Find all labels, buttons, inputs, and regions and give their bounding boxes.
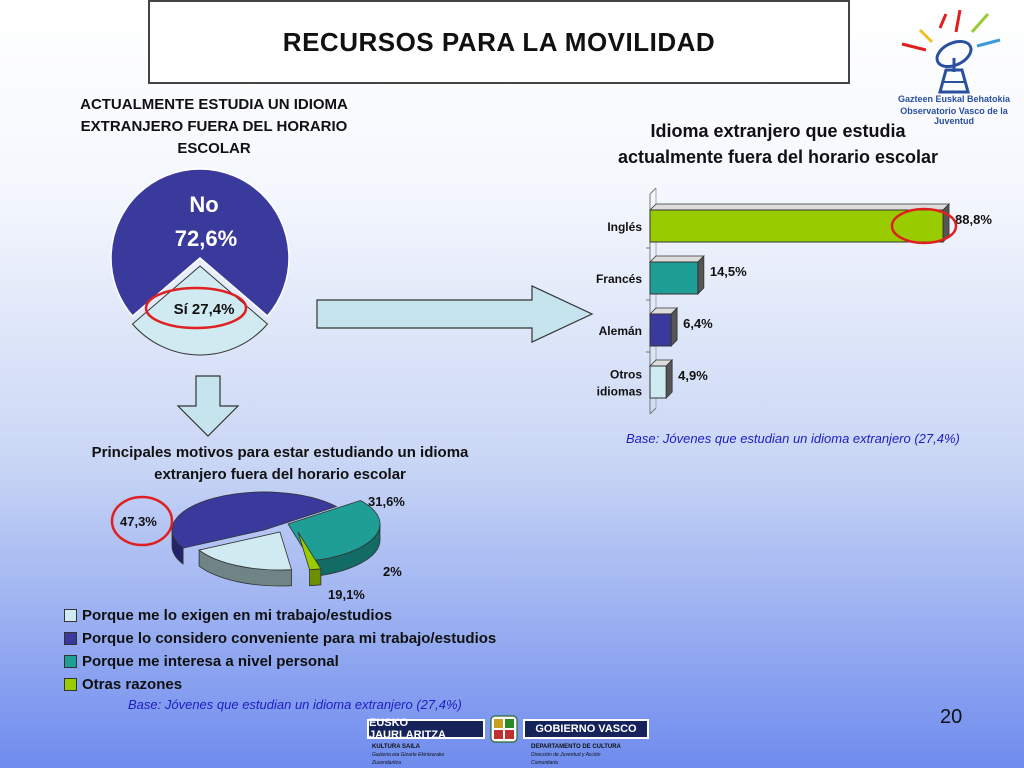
pie-chart-reasons bbox=[100, 488, 440, 606]
bar-axis-top bbox=[650, 188, 656, 194]
bar-category-label-0-0: Inglés bbox=[607, 220, 642, 234]
bar-chart-languages bbox=[560, 186, 1000, 430]
bar-3 bbox=[650, 366, 666, 398]
bar-value-label-0: 88,8% bbox=[955, 212, 992, 227]
pie1-title: ACTUALMENTE ESTUDIA UN IDIOMA EXTRANJERO FUERA DEL HORARIO ESCOLAR bbox=[80, 96, 348, 157]
footer-banner-right bbox=[523, 719, 649, 739]
legend-item-convenient bbox=[64, 627, 496, 650]
legend-item-other bbox=[64, 673, 496, 696]
bar-1 bbox=[650, 262, 698, 294]
footer-banner-right-text: GOBIERNO VASCO bbox=[535, 723, 637, 735]
bar-top-0 bbox=[650, 204, 949, 210]
footer-left-dept-name: KULTURA SAILA bbox=[372, 744, 420, 750]
pie2-label-1: 47,3% bbox=[120, 514, 157, 529]
pie1-label-no-value: 72,6% bbox=[174, 226, 238, 251]
footer-government bbox=[0, 712, 1024, 768]
bar-category-label-2-0: Alemán bbox=[598, 324, 642, 338]
bar-2 bbox=[650, 314, 671, 346]
bar-side-3 bbox=[666, 360, 672, 398]
legend-item-required bbox=[64, 604, 496, 627]
bar-axis-base bbox=[650, 408, 656, 414]
legend-item-personal bbox=[64, 650, 496, 673]
legend-swatch bbox=[64, 678, 77, 691]
legend-swatch bbox=[64, 632, 77, 645]
footer-left-dept bbox=[372, 743, 444, 767]
footer-right-dept bbox=[531, 743, 621, 767]
slide-title-box bbox=[148, 0, 850, 84]
pie-chart-studies-language bbox=[100, 164, 310, 360]
footer-left-sub1: Gazteria eta Gizarte Ekintzarako bbox=[372, 752, 445, 758]
reasons-base-note: Base: Jóvenes que estudian un idioma extranjero (27,4%) bbox=[128, 697, 462, 712]
footer-left-sub2: Zuzendaritza bbox=[372, 760, 401, 766]
legend-label: Porque me interesa a nivel personal bbox=[82, 653, 339, 670]
logo-line-2: Observatorio Vasco de la Juventud bbox=[900, 106, 1008, 126]
slide-title: RECURSOS PARA LA MOVILIDAD bbox=[282, 26, 716, 57]
legend-label: Porque me lo exigen en mi trabajo/estudios bbox=[82, 607, 393, 624]
pie1-label-si: Sí 27,4% bbox=[173, 301, 235, 318]
logo-line-1: Gazteen Euskal Behatokia bbox=[897, 94, 1011, 104]
footer-right-sub2: Comunitaria bbox=[531, 760, 558, 766]
coat-of-arms-icon bbox=[488, 712, 520, 748]
legend-label: Otras razones bbox=[82, 676, 183, 693]
bar-top-1 bbox=[650, 256, 704, 262]
legend-swatch bbox=[64, 609, 77, 622]
bar-category-label-1-0: Francés bbox=[595, 272, 642, 286]
pie2-label-2: 31,6% bbox=[368, 494, 405, 509]
pie2-label-3: 2% bbox=[383, 564, 402, 579]
arrow-right-icon bbox=[316, 284, 596, 344]
reasons-legend bbox=[64, 604, 496, 696]
bar-category-label-3-1: idiomas bbox=[596, 384, 642, 399]
bar-side-2 bbox=[671, 308, 677, 346]
arrow-down-icon bbox=[176, 374, 240, 438]
legend-swatch bbox=[64, 655, 77, 668]
bar-chart-base-note: Base: Jóvenes que estudian un idioma extranjero (27,4%) bbox=[626, 431, 960, 446]
bar-value-label-3: 4,9% bbox=[678, 368, 708, 383]
pie2-title: Principales motivos para estar estudiando un idioma extranjero fuera del horario escolar bbox=[91, 444, 469, 483]
legend-label: Porque lo considero conveniente para mi trabajo/estudios bbox=[82, 630, 497, 647]
footer-right-sub1: Dirección de Juventud y Acción bbox=[531, 752, 601, 758]
footer-right-dept-name: DEPARTAMENTO DE CULTURA bbox=[531, 744, 621, 750]
bar-value-label-2: 6,4% bbox=[683, 316, 713, 331]
pie2-wall-3-0 bbox=[310, 569, 321, 586]
bar-chart-title: Idioma extranjero que estudia actualmente fuera del horario escolar bbox=[617, 121, 939, 167]
pie2-label-0: 19,1% bbox=[328, 587, 365, 602]
page-number: 20 bbox=[940, 706, 963, 728]
bar-side-1 bbox=[698, 256, 704, 294]
footer-banner-left-text: EUSKO JAURLARITZA bbox=[369, 717, 446, 741]
pie1-label-no-name: No bbox=[189, 192, 219, 217]
bar-category-label-3-0: Otros bbox=[609, 367, 642, 382]
bar-value-label-1: 14,5% bbox=[709, 264, 747, 279]
footer-banner-left bbox=[367, 719, 485, 739]
